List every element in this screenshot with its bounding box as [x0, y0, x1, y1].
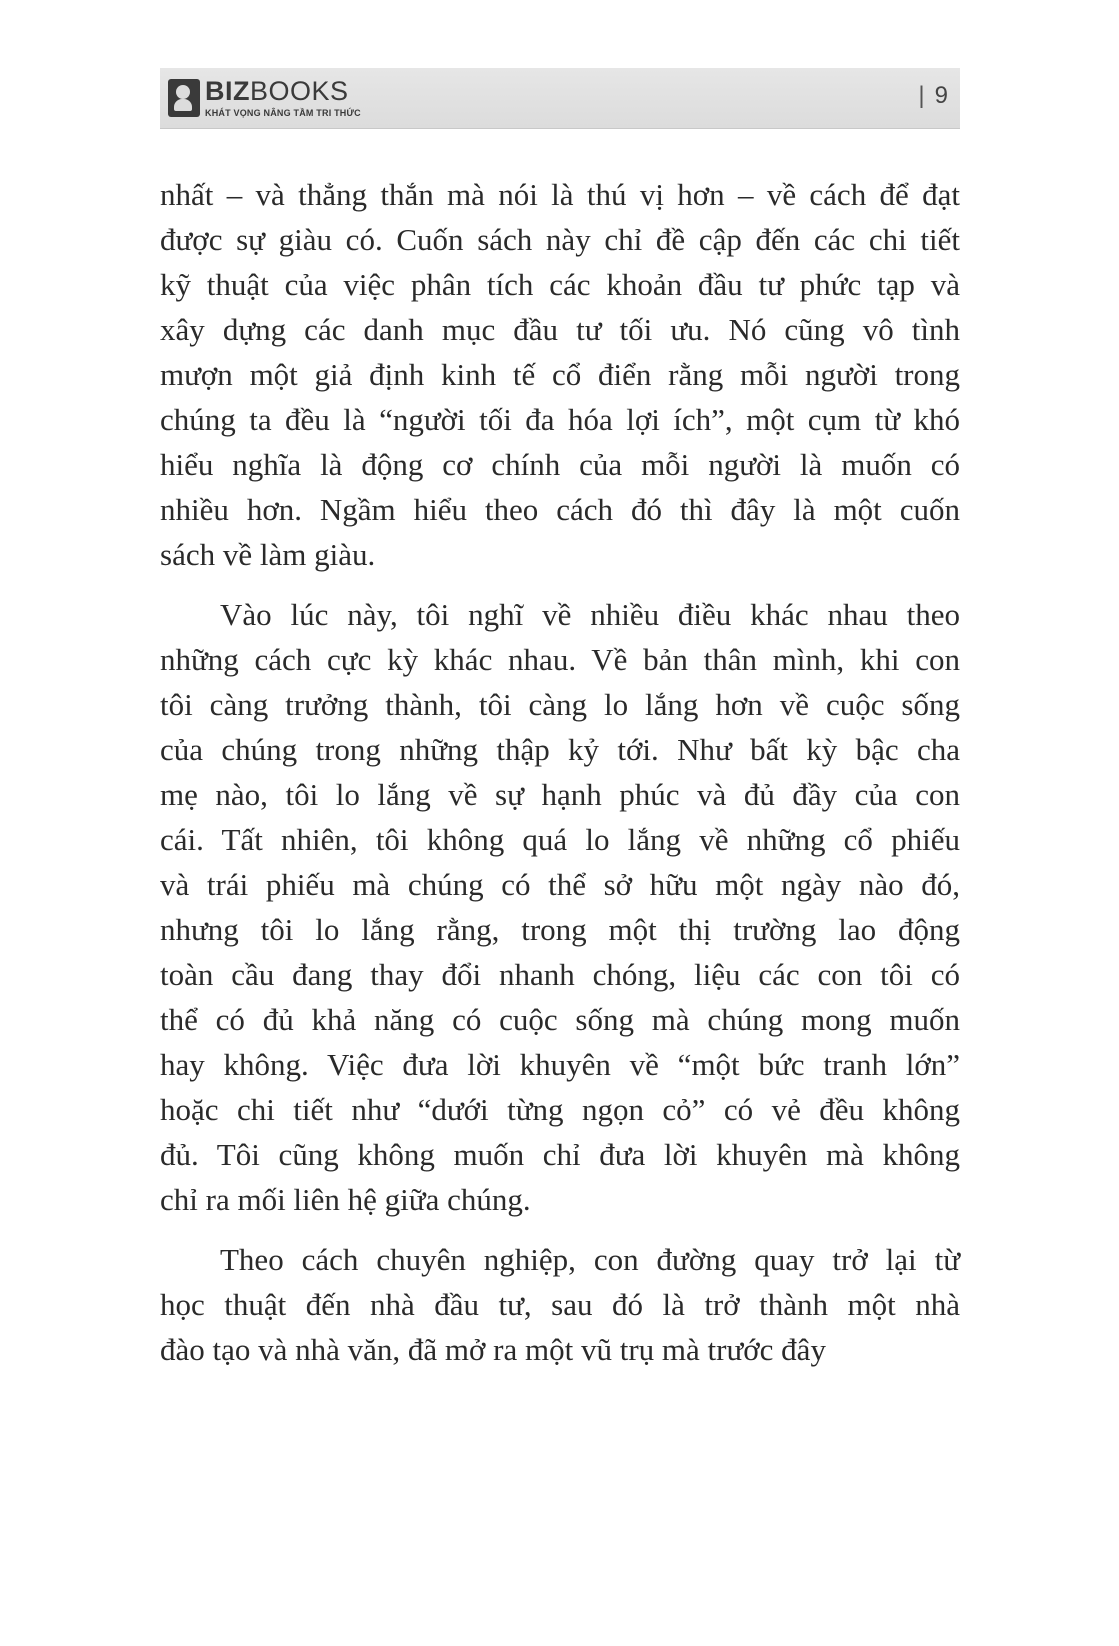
- paragraph-line: chỉ ra mối liên hệ giữa chúng.: [160, 1182, 531, 1217]
- logo-brand-bold: BIZ: [205, 76, 250, 106]
- running-header: [160, 68, 960, 129]
- paragraph-line: kỹ thuật của việc phân tích các khoản đầu tư phức tạp và: [160, 267, 960, 302]
- paragraph-line: mượn một giả định kinh tế cổ điển rằng mỗi người trong: [160, 357, 960, 392]
- logo-tagline: KHÁT VỌNG NÂNG TẦM TRI THỨC: [205, 108, 361, 118]
- paragraph-line: hiểu nghĩa là động cơ chính của mỗi người là muốn có: [160, 447, 960, 482]
- paragraph-line: chúng ta đều là “người tối đa hóa lợi ích”, một cụm từ khó: [160, 402, 960, 437]
- page-number-block: [918, 82, 948, 110]
- page-number: 9: [934, 82, 948, 109]
- paragraph-line: nhất – và thẳng thắn mà nói là thú vị hơn – về cách để đạt: [160, 177, 960, 212]
- logo-brand-light: BOOKS: [250, 76, 349, 106]
- page-number-separator: |: [918, 82, 925, 109]
- paragraph-line: sách về làm giàu.: [160, 537, 376, 572]
- paragraph: [160, 172, 960, 577]
- paragraph-line: Theo cách chuyên nghiệp, con đường quay trở lại từ: [220, 1242, 960, 1277]
- paragraph-line: được sự giàu có. Cuốn sách này chỉ đề cập đến các chi tiết: [160, 222, 960, 257]
- paragraph: [160, 592, 960, 1222]
- paragraph-line: hay không. Việc đưa lời khuyên về “một bức tranh lớn”: [160, 1047, 960, 1082]
- paragraph-line: của chúng trong những thập kỷ tới. Như bất kỳ bậc cha: [160, 732, 960, 767]
- body-text: [160, 172, 960, 1387]
- logo-text: [205, 78, 361, 118]
- bizbooks-logo: [168, 74, 361, 122]
- paragraph-line: Vào lúc này, tôi nghĩ về nhiều điều khác nhau theo: [220, 597, 960, 632]
- paragraph-line: hoặc chi tiết như “dưới từng ngọn cỏ” có vẻ đều không: [160, 1092, 960, 1127]
- paragraph-line: đào tạo và nhà văn, đã mở ra một vũ trụ mà trước đây: [160, 1332, 826, 1367]
- bizbooks-emblem-icon: [168, 79, 200, 117]
- paragraph-line: mẹ nào, tôi lo lắng về sự hạnh phúc và đủ đầy của con: [160, 777, 960, 812]
- paragraph-line: đủ. Tôi cũng không muốn chỉ đưa lời khuyên mà không: [160, 1137, 960, 1172]
- paragraph-line: cái. Tất nhiên, tôi không quá lo lắng về những cổ phiếu: [160, 822, 960, 857]
- paragraph-line: xây dựng các danh mục đầu tư tối ưu. Nó cũng vô tình: [160, 312, 960, 347]
- paragraph-line: và trái phiếu mà chúng có thể sở hữu một ngày nào đó,: [160, 867, 960, 902]
- paragraph: [160, 1237, 960, 1372]
- paragraph-line: toàn cầu đang thay đổi nhanh chóng, liệu các con tôi có: [160, 957, 960, 992]
- paragraph-line: học thuật đến nhà đầu tư, sau đó là trở thành một nhà: [160, 1287, 960, 1322]
- paragraph-line: những cách cực kỳ khác nhau. Về bản thân mình, khi con: [160, 642, 960, 677]
- paragraph-line: thể có đủ khả năng có cuộc sống mà chúng mong muốn: [160, 1002, 960, 1037]
- paragraph-line: nhiều hơn. Ngầm hiểu theo cách đó thì đây là một cuốn: [160, 492, 960, 527]
- paragraph-line: nhưng tôi lo lắng rằng, trong một thị trường lao động: [160, 912, 960, 947]
- logo-wordmark: [205, 78, 361, 105]
- paragraph-line: tôi càng trưởng thành, tôi càng lo lắng hơn về cuộc sống: [160, 687, 960, 722]
